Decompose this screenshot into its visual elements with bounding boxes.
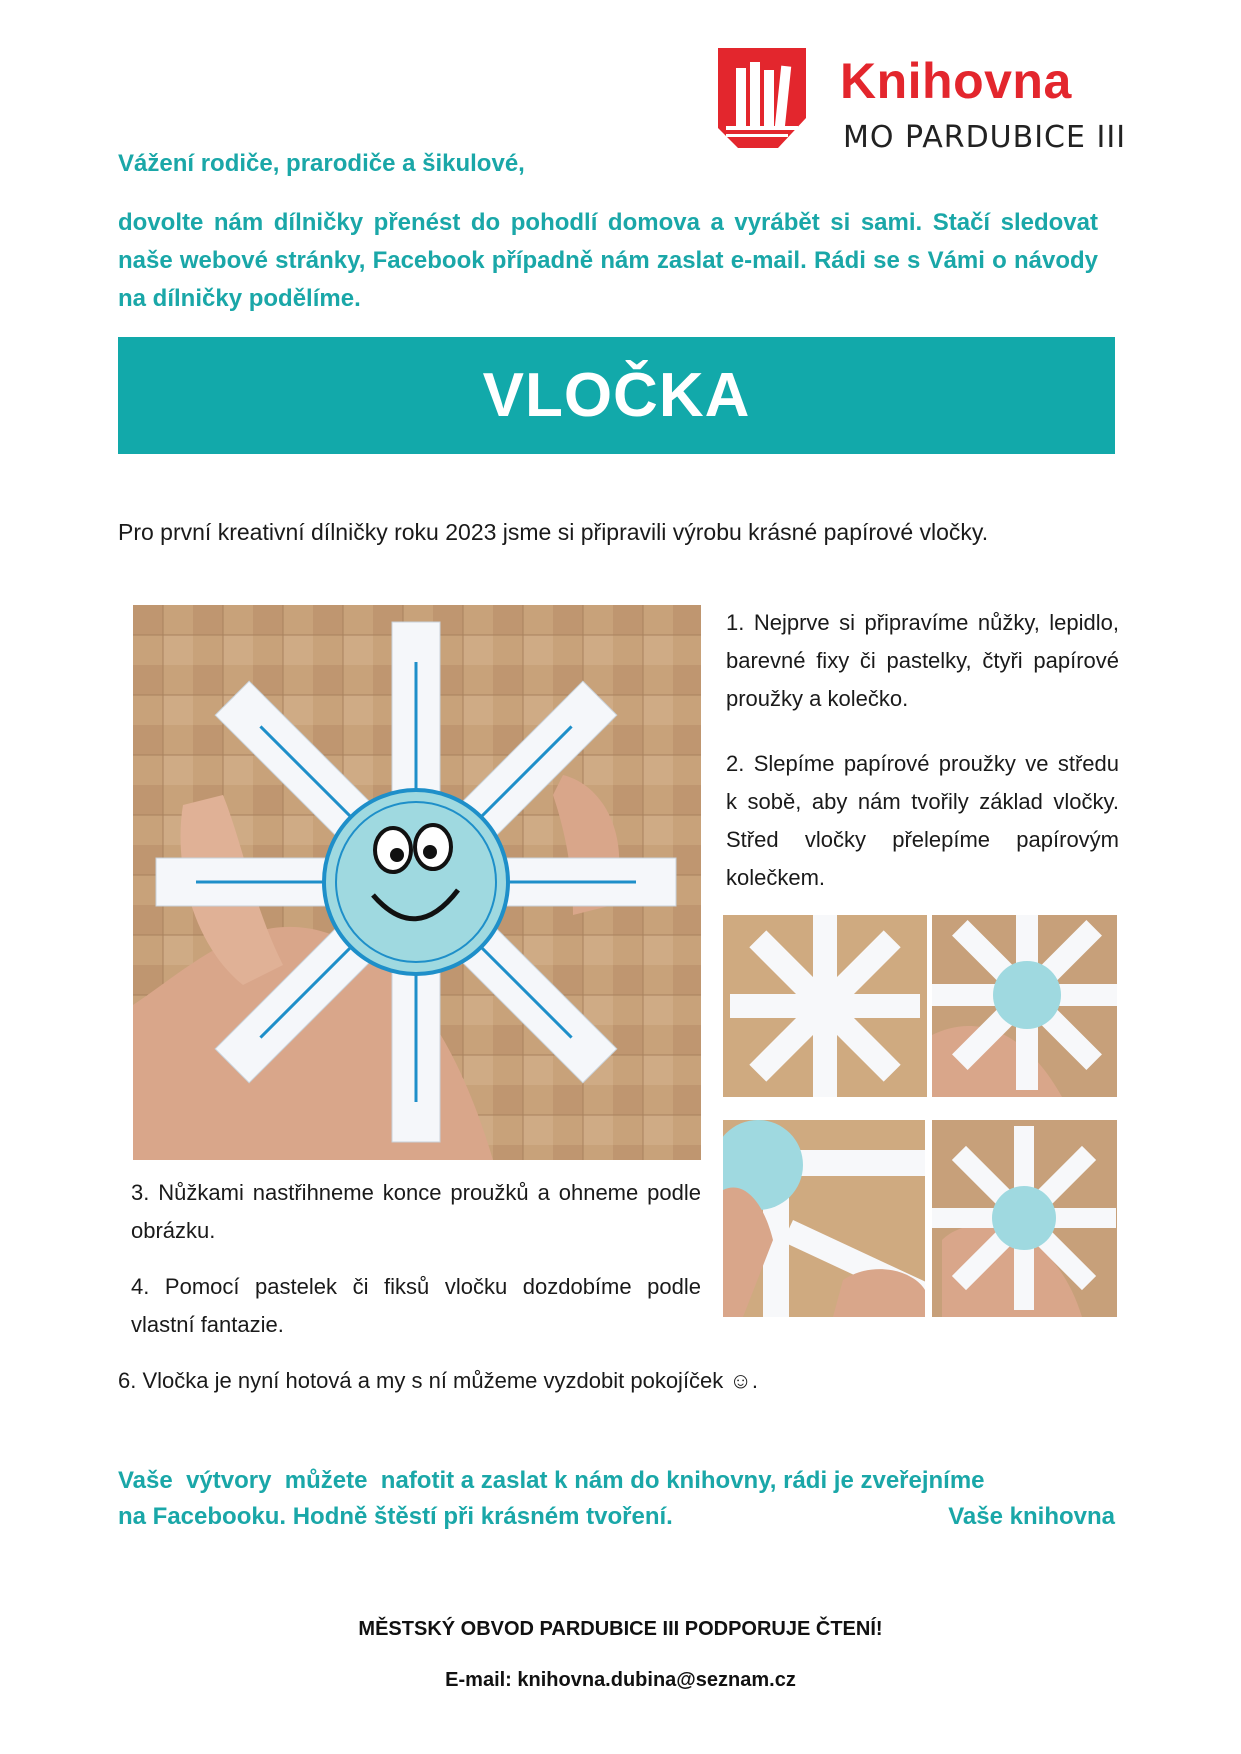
- lead-paragraph: Pro první kreativní dílničky roku 2023 jsme si připravili výrobu krásné papírové vločky.: [118, 519, 989, 545]
- step-photo-cutting: [723, 1120, 925, 1317]
- step-photo-strips: [723, 915, 927, 1097]
- step-1: 1. Nejprve si připravíme nůžky, lepidlo, barevné fixy či pastelky, čtyři papírové proužky a kolečko.: [726, 610, 1119, 711]
- logo-title: Knihovna: [840, 53, 1072, 109]
- title-banner: [118, 337, 1115, 454]
- greeting: Vážení rodiče, prarodiče a šikulové,: [118, 150, 525, 177]
- step-photo-finished: [932, 1120, 1117, 1317]
- signature: Vaše knihovna: [948, 1503, 1115, 1530]
- contact-email: E-mail: knihovna.dubina@seznam.cz: [445, 1669, 796, 1691]
- closing-line-1: Vaše výtvory můžete nafotit a zaslat k nám do knihovny, rádi je zveřejníme: [118, 1467, 985, 1494]
- page-title: VLOČKA: [482, 361, 751, 430]
- intro-paragraph: dovolte nám dílničky přenést do pohodlí domova a vyrábět si sami. Stačí sledovat naše webové stránky, Facebook případně nám zaslat e-mail. Rádi se s Vámi o návody na dílničky podělíme.: [118, 209, 1098, 312]
- closing-line-2: na Facebooku. Hodně štěstí při krásném tvoření.: [118, 1503, 673, 1530]
- library-logo: [718, 48, 818, 156]
- step-photo-circle: [932, 915, 1117, 1097]
- closing-paragraph: [118, 1463, 1115, 1535]
- step-3: 3. Nůžkami nastřihneme konce proužků a ohneme podle obrázku.: [131, 1180, 701, 1243]
- snowflake-photo: [133, 605, 701, 1160]
- book-shield-icon: [718, 48, 818, 156]
- support-line: MĚSTSKÝ OBVOD PARDUBICE III PODPORUJE ČTENÍ!: [358, 1618, 883, 1640]
- step-4: 4. Pomocí pastelek či fiksů vločku dozdobíme podle vlastní fantazie.: [131, 1274, 701, 1337]
- step-6: 6. Vločka je nyní hotová a my s ní můžeme vyzdobit pokojíček ☺.: [118, 1368, 758, 1393]
- logo-subtitle: MO PARDUBICE III: [843, 120, 1127, 155]
- step-2: 2. Slepíme papírové proužky ve středu k sobě, aby nám tvořily základ vločky. Střed vločky přelepíme papírovým kolečkem.: [726, 751, 1119, 890]
